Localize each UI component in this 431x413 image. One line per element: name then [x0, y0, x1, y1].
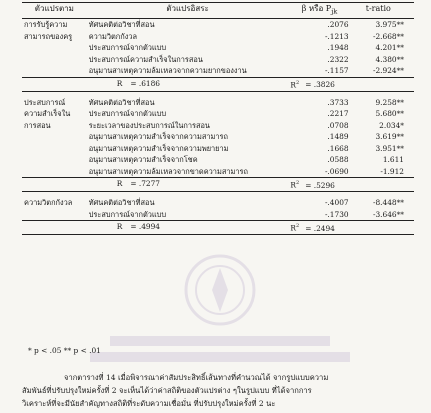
table-row	[22, 209, 414, 221]
beta-value: .0588	[327, 155, 349, 165]
independent-variable-name: ทัศนคติต่อวิชาที่สอน	[88, 198, 155, 208]
empty-cell	[22, 77, 87, 91]
independent-variable-name: ประสบการณ์จากตัวแบบ	[88, 209, 167, 219]
beta-value: .1668	[327, 143, 349, 153]
t-ratio-value: -2.924**	[372, 66, 404, 76]
empty-cell	[351, 178, 414, 192]
t-ratio-value: 3.975**	[375, 20, 404, 30]
r-squared	[288, 178, 350, 192]
r-squared-label: R	[290, 80, 296, 90]
beta-value: .2322	[327, 54, 349, 64]
table-row	[22, 197, 414, 209]
table-row	[22, 108, 414, 120]
beta-value: -.0690	[324, 166, 349, 176]
r-label: R	[116, 179, 123, 189]
independent-variable-name: อนุมานสาเหตุความล้มเหลวจากขาดความสามารถ	[88, 166, 248, 176]
t-ratio-value: 4.380**	[375, 54, 404, 64]
table-row	[22, 131, 414, 143]
path-coefficient-table	[22, 2, 414, 235]
table-row	[22, 19, 414, 31]
table-header-row	[22, 3, 414, 19]
dependent-variable-label: ความวิตกกังวล	[24, 198, 73, 208]
dependent-variable-label	[22, 166, 87, 178]
r-squared-label: R	[290, 223, 296, 233]
r-summary-row	[22, 221, 414, 235]
table-row	[22, 143, 414, 155]
t-ratio-value: 3.951**	[375, 143, 404, 153]
table-row	[22, 120, 414, 132]
dependent-variable-label	[22, 65, 87, 77]
paragraph-line: สัมพันธ์ที่ปรับปรุงใหม่ครั้งที่ 2 จะเห็นได้ว่าค่าสถิติของตัวแปรต่าง ๆในรูปแบบ ที่ได้จากการ	[22, 386, 312, 395]
beta-value: .3733	[327, 97, 349, 107]
beta-value: .1489	[327, 132, 349, 142]
table-row	[22, 65, 414, 77]
t-ratio-value: 1.611	[382, 155, 404, 165]
beta-value: -.1157	[324, 66, 349, 76]
t-ratio-value: 5.680**	[375, 109, 404, 119]
r-squared	[288, 221, 350, 235]
empty-cell	[22, 221, 87, 235]
dependent-variable-label	[22, 42, 87, 54]
beta-value: -.1730	[324, 209, 349, 219]
r-squared-superscript: 2	[296, 223, 300, 230]
beta-value: -.4007	[324, 198, 349, 208]
r-label: R	[116, 222, 123, 232]
r-multiple	[87, 178, 289, 192]
r-summary-row	[22, 178, 414, 192]
beta-value: -.1213	[324, 31, 349, 41]
empty-cell	[351, 221, 414, 235]
r-squared-superscript: 2	[296, 79, 300, 86]
dependent-variable-label: ความสำเร็จใน	[24, 109, 71, 119]
dependent-variable-label: การสอน	[24, 120, 51, 130]
independent-variable-name: ความวิตกกังวล	[88, 31, 138, 41]
t-ratio-value: 4.201**	[375, 43, 404, 53]
empty-cell	[351, 77, 414, 91]
independent-variable-name: ทัศนคติต่อวิชาที่สอน	[88, 20, 155, 30]
significance-footnote: * p < .05 ** p < .01	[28, 346, 101, 355]
t-ratio-value: -3.646**	[372, 209, 404, 219]
independent-variable-name: อนุมานสาเหตุความสำเร็จจากความพยายาม	[88, 143, 229, 153]
header-beta: β หรือ $P_{jk}$	[288, 3, 350, 19]
r-value: = .6186	[130, 78, 161, 88]
dependent-variable-label	[22, 143, 87, 155]
dependent-variable-label	[22, 154, 87, 166]
table-row	[22, 31, 414, 43]
independent-variable-name: อนุมานสาเหตุความล้มเหลวจากความยากของงาน	[88, 66, 247, 76]
independent-variable-name: อนุมานสาเหตุความสำเร็จจากความสามารถ	[88, 132, 228, 142]
header-independent-variable: ตัวแปรอิสระ	[87, 3, 289, 19]
dependent-variable-label	[22, 209, 87, 221]
t-ratio-value: 3.619**	[375, 132, 404, 142]
independent-variable-name: ทัศนคติต่อวิชาที่สอน	[88, 97, 155, 107]
table-row	[22, 54, 414, 66]
dependent-variable-label: การรับรู้ความ	[24, 20, 68, 30]
table-row	[22, 166, 414, 178]
independent-variable-name: ระยะเวลาของประสบการณ์ในการสอน	[88, 120, 210, 130]
r-squared-value: = .2494	[305, 223, 335, 233]
r-label: R	[116, 78, 123, 88]
paragraph-line: จากตารางที่ 14 เมื่อพิจารณาค่าสัมประสิทธิ์เส้นทางที่คำนวณได้ จากรูปแบบความ	[64, 373, 329, 382]
dependent-variable-label: สามารถของครู	[24, 31, 73, 41]
paragraph-line: วิเคราะห์ที่จะมีนัยสำคัญทางสถิติที่ระดับความเชื่อมั่น ที่ปรับปรุงใหม่ครั้งที่ 2 นะ	[22, 399, 276, 408]
table-row	[22, 154, 414, 166]
t-ratio-value: 9.258**	[375, 97, 404, 107]
t-ratio-value: 2.034*	[379, 120, 404, 130]
r-summary-row	[22, 77, 414, 91]
r-squared	[288, 77, 350, 91]
t-ratio-value: -2.668**	[372, 31, 404, 41]
t-ratio-value: -8.448**	[372, 198, 404, 208]
table-row	[22, 97, 414, 109]
r-squared-value: = .3826	[305, 80, 335, 90]
r-squared-value: = .5296	[305, 180, 335, 190]
university-seal-watermark	[70, 250, 370, 370]
independent-variable-name: ประสบการณ์ความสำเร็จในการสอน	[88, 54, 203, 64]
dependent-variable-label	[22, 131, 87, 143]
r-squared-label: R	[290, 180, 296, 190]
r-squared-superscript: 2	[296, 180, 300, 187]
independent-variable-name: อนุมานสาเหตุความสำเร็จจากโชค	[88, 155, 198, 165]
table-row	[22, 42, 414, 54]
r-value: = .4994	[130, 222, 161, 232]
empty-cell	[22, 178, 87, 192]
dependent-variable-label	[22, 54, 87, 66]
r-value: = .7277	[130, 179, 161, 189]
independent-variable-name: ประสบการณ์จากตัวแบบ	[88, 43, 167, 53]
header-t-ratio: t-ratio	[351, 3, 414, 19]
header-dependent-variable: ตัวแปรตาม	[22, 3, 87, 19]
beta-value: .0708	[327, 120, 349, 130]
independent-variable-name: ประสบการณ์จากตัวแบบ	[88, 109, 167, 119]
t-ratio-value: -1.912	[380, 166, 404, 176]
beta-value: .1948	[327, 43, 349, 53]
beta-value: .2076	[327, 20, 349, 30]
beta-value: .2217	[327, 109, 349, 119]
dependent-variable-label: ประสบการณ์	[24, 97, 66, 107]
r-multiple	[87, 221, 289, 235]
r-multiple	[87, 77, 289, 91]
body-paragraph	[22, 371, 414, 410]
